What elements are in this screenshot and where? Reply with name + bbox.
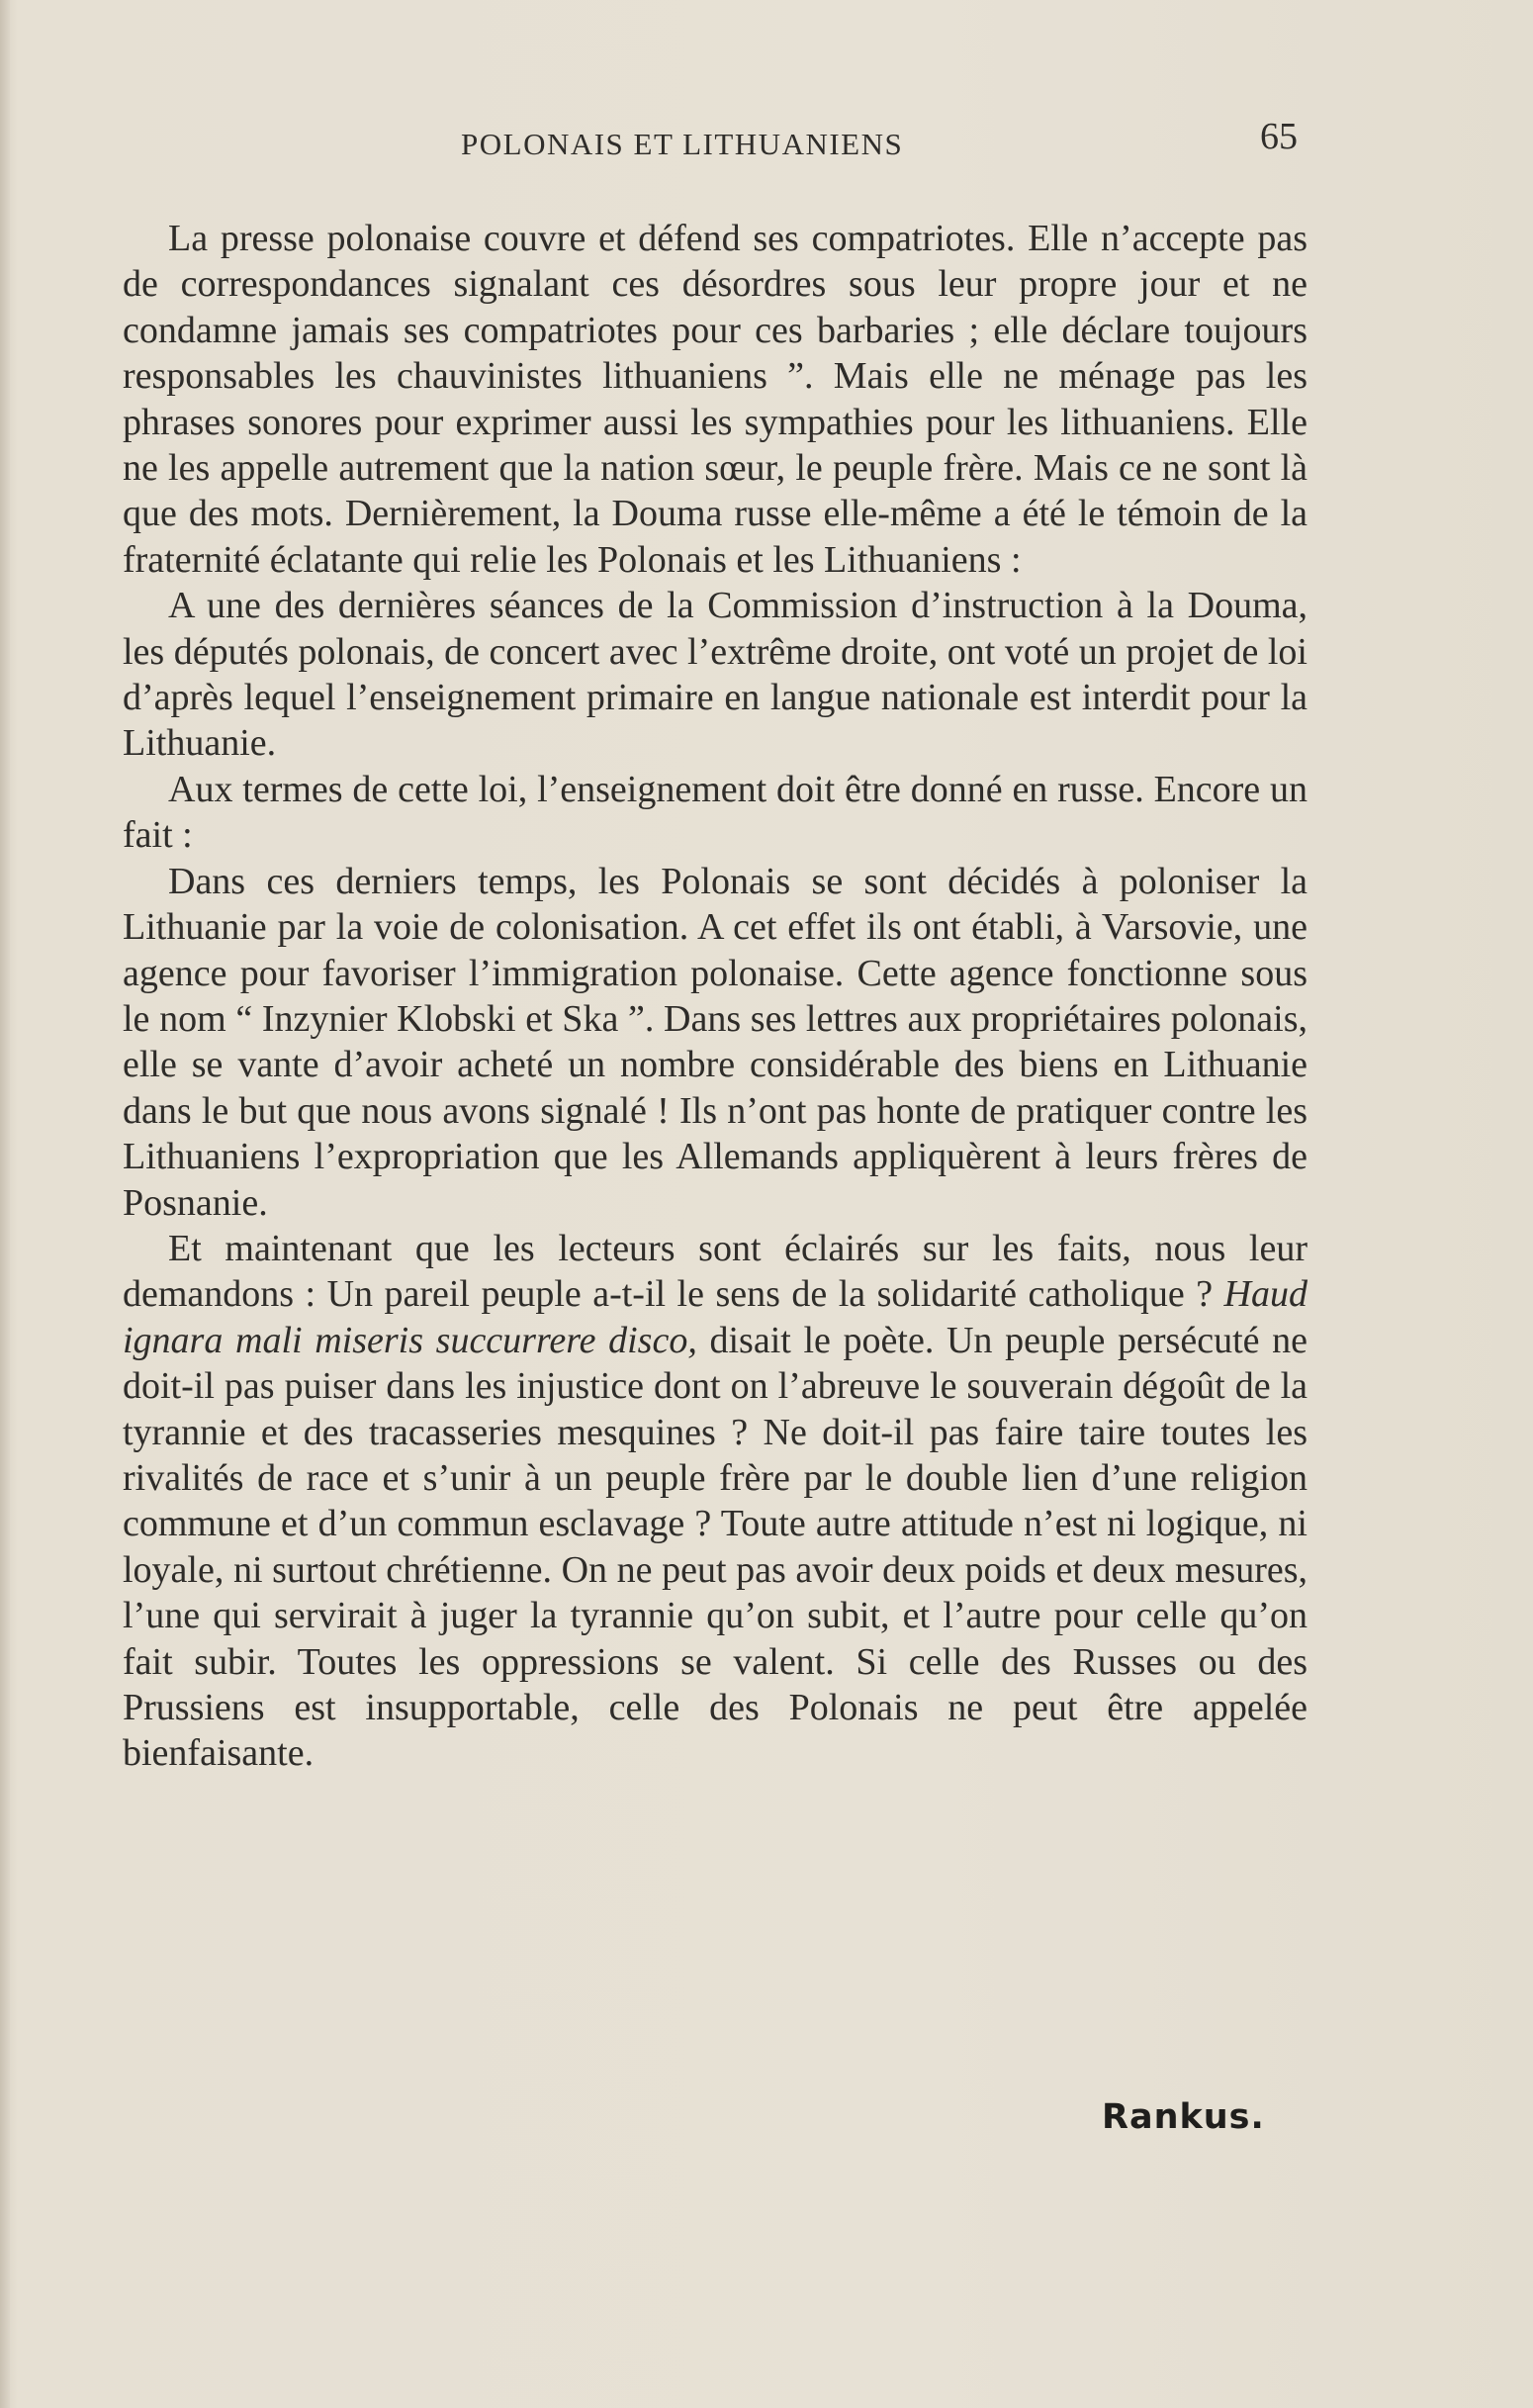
paragraph-1: La presse polonaise couvre et défend ses compatriotes. Elle n’accepte pas de correspondances signalant ces désordres sous leur propre jour et ne condamne jamais ses compatriotes pour ces barbaries ; elle déclare toujours responsables les chauvinistes lithuaniens ”. Mais elle ne ménage pas les phrases sonores pour exprimer aussi les sympathies pour les lithuaniens. Elle ne les appelle autrement que la nation sœur, le peuple frère. Mais ce ne sont là que des mots. Dernièrement, la Douma russe elle-même a été le témoin de la fraternité éclatante qui relie les Polonais et les Lithuaniens : <box>123 218 1308 581</box>
paragraph-5-text-b: disait le poète. Un peuple persécuté ne doit-il pas puiser dans les injustice dont on l’abreuve le souverain dégoût de la tyrannie et des tracasseries mesquines ? Ne doit-il pas faire taire toutes les rivalités de race et s’unir à un peuple frère par le double lien d’une religion commune et d’un commun esclavage ? Toute autre attitude n’est ni logique, ni loyale, ni surtout chrétienne. On ne peut pas avoir deux poids et deux mesures, l’une qui servirait à juger la tyrannie qu’on subit, et l’autre pour celle qu’on fait subir. Toutes les oppressions se valent. Si celle des Russes ou des Prussiens est insupportable, celle des Polonais ne peut être appelée bienfaisante. <box>123 1319 1308 1775</box>
article-body <box>123 216 1308 1777</box>
paragraph-5 <box>123 1226 1308 1777</box>
latin-quotation: Haud ignara mali miseris succurrere disco, <box>123 1273 1308 1361</box>
paragraph-4: Dans ces derniers temps, les Polonais se sont décidés à poloniser la Lithuanie par la voie de colonisation. A cet effet ils ont établi, à Varsovie, une agence pour favoriser l’immigration polonaise. Cette agence fonctionne sous le nom “ Inzynier Klobski et Ska ”. Dans ses lettres aux propriétaires polonais, elle se vante d’avoir acheté un nombre considérable des biens en Lithuanie dans le but que nous avons signalé ! Ils n’ont pas honte de pratiquer contre les Lithuaniens l’expropriation que les Allemands appliquèrent à leurs frères de Posnanie. <box>123 860 1308 1224</box>
running-title: POLONAIS ET LITHUANIENS <box>461 127 904 161</box>
paragraph-2: A une des dernières séances de la Commission d’instruction à la Douma, les députés polonais, de concert avec l’extrême droite, ont voté un projet de loi d’après lequel l’enseignement primaire en langue nationale est interdit pour la Lithuanie. <box>123 585 1308 765</box>
paragraph-3: Aux termes de cette loi, l’enseignement doit être donné en russe. Encore un fait : <box>123 768 1308 857</box>
paragraph-5-text-a: Et maintenant que les lecteurs sont éclairés sur les faits, nous leur demandons : Un pareil peuple a-t-il le sens de la solidarité catholique ? <box>123 1227 1308 1316</box>
page-binding-edge <box>0 0 10 2408</box>
page-number: 65 <box>1260 116 1298 157</box>
author-signature: Rankus. <box>1102 2097 1265 2137</box>
